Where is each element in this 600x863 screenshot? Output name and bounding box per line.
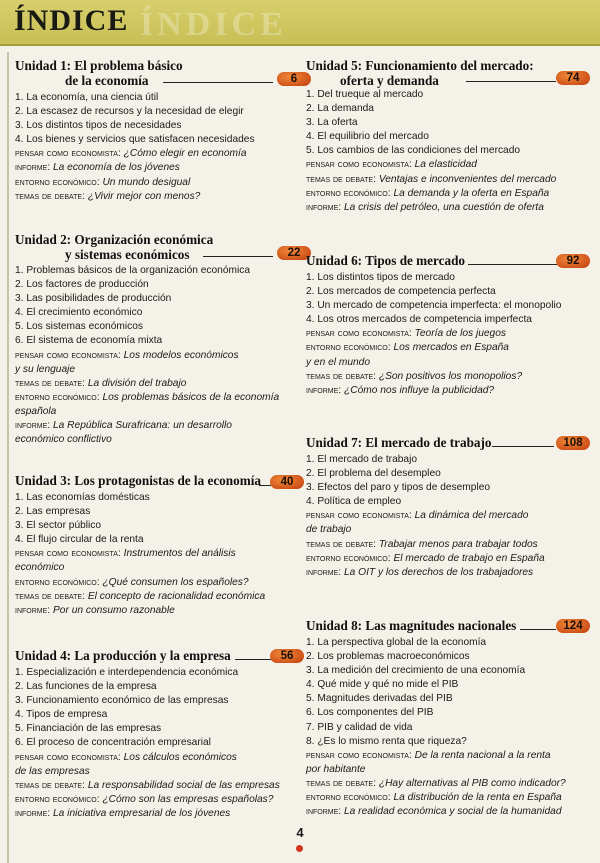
unit-title-line1: Unidad 4: La producción y la empresa	[15, 648, 231, 663]
list-item[interactable]: 6. El proceso de concentración empresarial	[15, 737, 211, 749]
list-item[interactable]	[306, 538, 590, 552]
list-item[interactable]: 1. La perspectiva global de la economía	[306, 637, 487, 648]
list-item[interactable]: y su lenguaje	[15, 363, 76, 375]
leader-line	[163, 82, 273, 83]
section-label: informe:	[306, 384, 342, 396]
page-title: ÍNDICE	[14, 4, 129, 37]
unit-section	[306, 618, 590, 818]
section-title: Por un consumo razonable	[53, 604, 175, 616]
section-title: El concepto de racionalidad económica	[87, 590, 266, 602]
list-item[interactable]	[306, 566, 590, 580]
section-label: entorno económico:	[306, 187, 391, 199]
list-item[interactable]	[15, 576, 297, 590]
list-item[interactable]	[306, 370, 590, 384]
list-item[interactable]: 4. Los bienes y servicios que satisfacen necesidades	[15, 134, 255, 146]
unit-title[interactable]	[306, 58, 590, 88]
section-label: pensar como economista:	[306, 328, 412, 340]
list-item[interactable]: 2. Los mercados de competencia perfecta	[306, 286, 496, 298]
section-title: La demanda y la oferta en España	[393, 187, 550, 199]
list-item[interactable]	[15, 779, 297, 793]
list-item[interactable]	[306, 341, 590, 355]
section-title: La crisis del petróleo, una cuestión de oferta	[344, 201, 544, 213]
list-item[interactable]	[306, 791, 590, 805]
section-label: informe:	[306, 806, 342, 818]
unit-item-list	[15, 491, 297, 618]
unit-item-list	[306, 88, 590, 215]
section-title: La elasticidad	[414, 159, 477, 171]
list-item[interactable]	[15, 377, 297, 391]
list-item[interactable]: 2. La demanda	[306, 103, 374, 115]
section-label: informe:	[15, 420, 51, 432]
list-item[interactable]: económico conflictivo	[15, 434, 112, 446]
section-title: De la renta nacional a la renta	[414, 749, 551, 761]
unit-title[interactable]	[15, 648, 297, 663]
list-item[interactable]: 3. El sector público	[15, 520, 102, 532]
section-label: temas de debate:	[15, 590, 85, 602]
page-number-badge[interactable]: 108	[556, 436, 590, 450]
list-item[interactable]: española	[15, 405, 57, 417]
list-item[interactable]	[306, 201, 590, 215]
section-title: ¿Vivir mejor con menos?	[87, 190, 201, 202]
list-item[interactable]	[15, 807, 297, 821]
page-number-badge[interactable]: 40	[270, 475, 304, 489]
list-item[interactable]	[306, 158, 590, 172]
list-item[interactable]: 1. Los distintos tipos de mercado	[306, 272, 455, 283]
section-label: entorno económico:	[306, 792, 391, 804]
list-item[interactable]	[15, 391, 297, 405]
section-label: informe:	[15, 604, 51, 616]
unit-title-line1: Unidad 7: El mercado de trabajo	[306, 435, 492, 450]
section-title: Teoría de los juegos	[414, 328, 506, 340]
list-item[interactable]: por habitante	[306, 763, 366, 775]
leader-line	[520, 629, 556, 630]
list-item[interactable]	[306, 509, 590, 523]
left-frame-rule	[7, 52, 9, 863]
section-label: entorno económico:	[15, 576, 100, 588]
unit-title[interactable]	[15, 58, 297, 88]
page-number-badge[interactable]: 124	[556, 619, 590, 633]
section-label: temas de debate:	[15, 779, 85, 791]
unit-title[interactable]	[306, 618, 590, 633]
unit-section	[15, 648, 297, 819]
unit-title-line1: Unidad 8: Las magnitudes nacionales	[306, 618, 517, 633]
list-item[interactable]: 3. La medición del crecimiento de una economía	[306, 665, 526, 677]
section-label: temas de debate:	[306, 538, 376, 550]
section-title: Los modelos económicos	[123, 349, 239, 361]
list-item[interactable]	[15, 176, 297, 190]
section-title: La economía de los jóvenes	[53, 162, 180, 174]
list-item[interactable]: 2. El problema del desempleo	[306, 468, 441, 480]
list-item[interactable]: 6. Los componentes del PIB	[306, 707, 434, 719]
section-label: entorno económico:	[306, 552, 391, 564]
list-item[interactable]	[306, 552, 590, 566]
list-item[interactable]	[15, 604, 297, 618]
list-item[interactable]: 3. La oferta	[306, 117, 358, 129]
list-item[interactable]	[15, 161, 297, 175]
list-item[interactable]	[306, 384, 590, 398]
section-label: pensar como economista:	[15, 751, 121, 763]
list-item[interactable]: 1. Del trueque al mercado	[306, 89, 424, 100]
section-label: pensar como economista:	[15, 548, 121, 560]
list-item[interactable]: 4. Tipos de empresa	[15, 709, 108, 721]
unit-title-line1: Unidad 2: Organización económica	[15, 232, 214, 247]
unit-section	[306, 253, 590, 396]
list-item[interactable]: 3. Los distintos tipos de necesidades	[15, 120, 182, 132]
unit-title-line1: Unidad 3: Los protagonistas de la economía	[15, 473, 261, 488]
section-title: Los mercados en España	[393, 342, 509, 354]
unit-title-line1: Unidad 5: Funcionamiento del mercado:	[306, 58, 534, 73]
list-item[interactable]: 5. Financiación de las empresas	[15, 723, 162, 735]
page-number-badge[interactable]: 6	[277, 72, 311, 86]
section-label: temas de debate:	[306, 370, 376, 382]
list-item[interactable]	[15, 147, 297, 161]
leader-line	[203, 256, 273, 257]
list-item[interactable]: 1. Las economías domésticas	[15, 492, 150, 503]
leader-line	[466, 81, 556, 82]
section-label: informe:	[306, 566, 342, 578]
list-item[interactable]: 3. Un mercado de competencia imperfecta: el monopolio	[306, 300, 562, 312]
section-label: temas de debate:	[15, 377, 85, 389]
section-label: temas de debate:	[306, 777, 376, 789]
page-number-badge[interactable]: 56	[270, 649, 304, 663]
list-item[interactable]	[306, 805, 590, 819]
list-item[interactable]	[15, 349, 297, 363]
list-item[interactable]: 4. El crecimiento económico	[15, 307, 143, 319]
list-item[interactable]	[15, 590, 297, 604]
section-title: ¿Cómo elegir en economía	[123, 148, 247, 160]
unit-section	[306, 58, 590, 213]
page-dot-icon	[296, 845, 303, 852]
list-item[interactable]: 5. Los cambios de las condiciones del mercado	[306, 145, 521, 157]
unit-section	[15, 58, 298, 202]
list-item[interactable]: de trabajo	[306, 524, 352, 536]
leader-line	[492, 446, 554, 447]
section-title: La distribución de la renta en España	[393, 792, 562, 804]
unit-title-line2: de la economía	[65, 73, 149, 88]
section-title: Ventajas e inconvenientes del mercado	[378, 173, 557, 185]
page-number: 4	[296, 825, 304, 840]
list-item[interactable]: 5. Magnitudes derivadas del PIB	[306, 693, 453, 705]
list-item[interactable]: 2. Los problemas macroeconómicos	[306, 651, 470, 663]
unit-title[interactable]	[15, 473, 297, 488]
list-item[interactable]: y en el mundo	[306, 356, 370, 368]
section-label: pensar como economista:	[306, 749, 412, 761]
list-item[interactable]: 1. La economía, una ciencia útil	[15, 92, 159, 103]
section-title: Instrumentos del análisis	[123, 548, 236, 560]
list-item[interactable]: 4. Qué mide y qué no mide el PIB	[306, 679, 459, 691]
list-item[interactable]	[306, 173, 590, 187]
unit-item-list	[15, 666, 297, 821]
unit-title-line1: Unidad 6: Tipos de mercado	[306, 253, 466, 268]
section-title: ¿Cómo son las empresas españolas?	[102, 793, 274, 805]
unit-item-list	[15, 264, 297, 447]
list-item[interactable]	[306, 327, 590, 341]
list-item[interactable]: 3. Las posibilidades de producción	[15, 293, 172, 305]
leader-line	[235, 659, 273, 660]
list-item[interactable]: 3. Funcionamiento económico de las empresas	[15, 695, 229, 707]
section-title: La responsabilidad social de las empresas	[87, 779, 280, 791]
unit-item-list	[306, 453, 590, 580]
list-item[interactable]	[15, 547, 297, 561]
unit-section	[15, 473, 297, 616]
list-item[interactable]: 1. El mercado de trabajo	[306, 454, 417, 465]
unit-item-list	[306, 271, 590, 398]
page-number-badge[interactable]: 92	[556, 254, 590, 268]
section-label: informe:	[15, 807, 51, 819]
list-item[interactable]	[306, 777, 590, 791]
list-item[interactable]	[306, 749, 590, 763]
unit-item-list	[15, 91, 297, 204]
leader-line	[468, 264, 558, 265]
section-title: El mercado de trabajo en España	[393, 552, 545, 564]
section-title: Trabajar menos para trabajar todos	[378, 538, 538, 550]
section-label: temas de debate:	[306, 173, 376, 185]
section-title: ¿Qué consumen los españoles?	[102, 576, 249, 588]
page-number-badge[interactable]: 74	[556, 71, 590, 85]
list-item[interactable]: 2. Las funciones de la empresa	[15, 681, 157, 693]
section-label: pensar como economista:	[15, 148, 121, 160]
unit-title-line2: y sistemas económicos	[65, 247, 190, 262]
section-label: pensar como economista:	[306, 510, 412, 522]
section-label: pensar como economista:	[306, 159, 412, 171]
unit-title-line1: Unidad 1: El problema básico	[15, 58, 183, 73]
section-label: informe:	[306, 201, 342, 213]
header-banner	[0, 0, 600, 46]
section-title: La OIT y los derechos de los trabajadores	[344, 566, 534, 578]
unit-title[interactable]	[306, 253, 590, 268]
list-item[interactable]: 4. Política de empleo	[306, 496, 402, 508]
section-title: ¿Hay alternativas al PIB como indicador?	[378, 777, 566, 789]
list-item[interactable]	[15, 751, 297, 765]
page-number-badge[interactable]: 22	[277, 246, 311, 260]
section-title: La división del trabajo	[87, 377, 187, 389]
list-item[interactable]: 4. El equilibrio del mercado	[306, 131, 429, 143]
section-label: entorno económico:	[306, 342, 391, 354]
list-item[interactable]: 4. El flujo circular de la renta	[15, 534, 144, 546]
section-title: La realidad económica y social de la humanidad	[344, 806, 562, 818]
list-item[interactable]	[15, 793, 297, 807]
list-item[interactable]: 7. PIB y calidad de vida	[306, 721, 413, 733]
section-label: entorno económico:	[15, 391, 100, 403]
section-title: Los cálculos económicos	[123, 751, 237, 763]
list-item[interactable]: 3. Efectos del paro y tipos de desempleo	[306, 482, 491, 494]
list-item[interactable]: 2. La escasez de recursos y la necesidad de elegir	[15, 106, 244, 118]
section-label: pensar como economista:	[15, 349, 121, 361]
unit-section	[306, 435, 590, 578]
unit-title[interactable]	[306, 435, 590, 450]
list-item[interactable]	[306, 187, 590, 201]
list-item[interactable]: 6. El sistema de economía mixta	[15, 335, 163, 347]
section-title: ¿Cómo nos influye la publicidad?	[344, 384, 495, 396]
section-label: entorno económico:	[15, 176, 100, 188]
section-label: temas de debate:	[15, 190, 85, 202]
section-title: La República Surafricana: un desarrollo	[53, 420, 232, 432]
section-title: Los problemas básicos de la economía	[102, 391, 280, 403]
list-item[interactable]: económico	[15, 562, 65, 574]
list-item[interactable]: 8. ¿Es lo mismo renta que riqueza?	[306, 735, 467, 747]
list-item[interactable]	[15, 190, 297, 204]
banner-watermark: ÍNDICE	[140, 6, 287, 43]
unit-item-list	[306, 636, 590, 819]
section-title: ¿Son positivos los monopolios?	[378, 370, 523, 382]
list-item[interactable]: 5. Los sistemas económicos	[15, 321, 143, 333]
list-item[interactable]: 1. Problemas básicos de la organización económica	[15, 265, 251, 276]
unit-title[interactable]	[15, 232, 297, 262]
section-label: entorno económico:	[15, 793, 100, 805]
section-title: Un mundo desigual	[102, 176, 191, 188]
list-item[interactable]: de las empresas	[15, 765, 90, 777]
section-label: informe:	[15, 162, 51, 174]
unit-title-line2: oferta y demanda	[340, 73, 439, 88]
list-item[interactable]: 4. Los otros mercados de competencia imperfecta	[306, 314, 532, 326]
section-title: La dinámica del mercado	[414, 510, 529, 522]
list-item[interactable]: 2. Las empresas	[15, 506, 91, 518]
list-item[interactable]: 2. Los factores de producción	[15, 279, 149, 291]
list-item[interactable]: 1. Especialización e interdependencia económica	[15, 667, 239, 678]
list-item[interactable]	[15, 419, 297, 433]
unit-section	[15, 232, 301, 446]
section-title: La iniciativa empresarial de los jóvenes	[53, 807, 231, 819]
